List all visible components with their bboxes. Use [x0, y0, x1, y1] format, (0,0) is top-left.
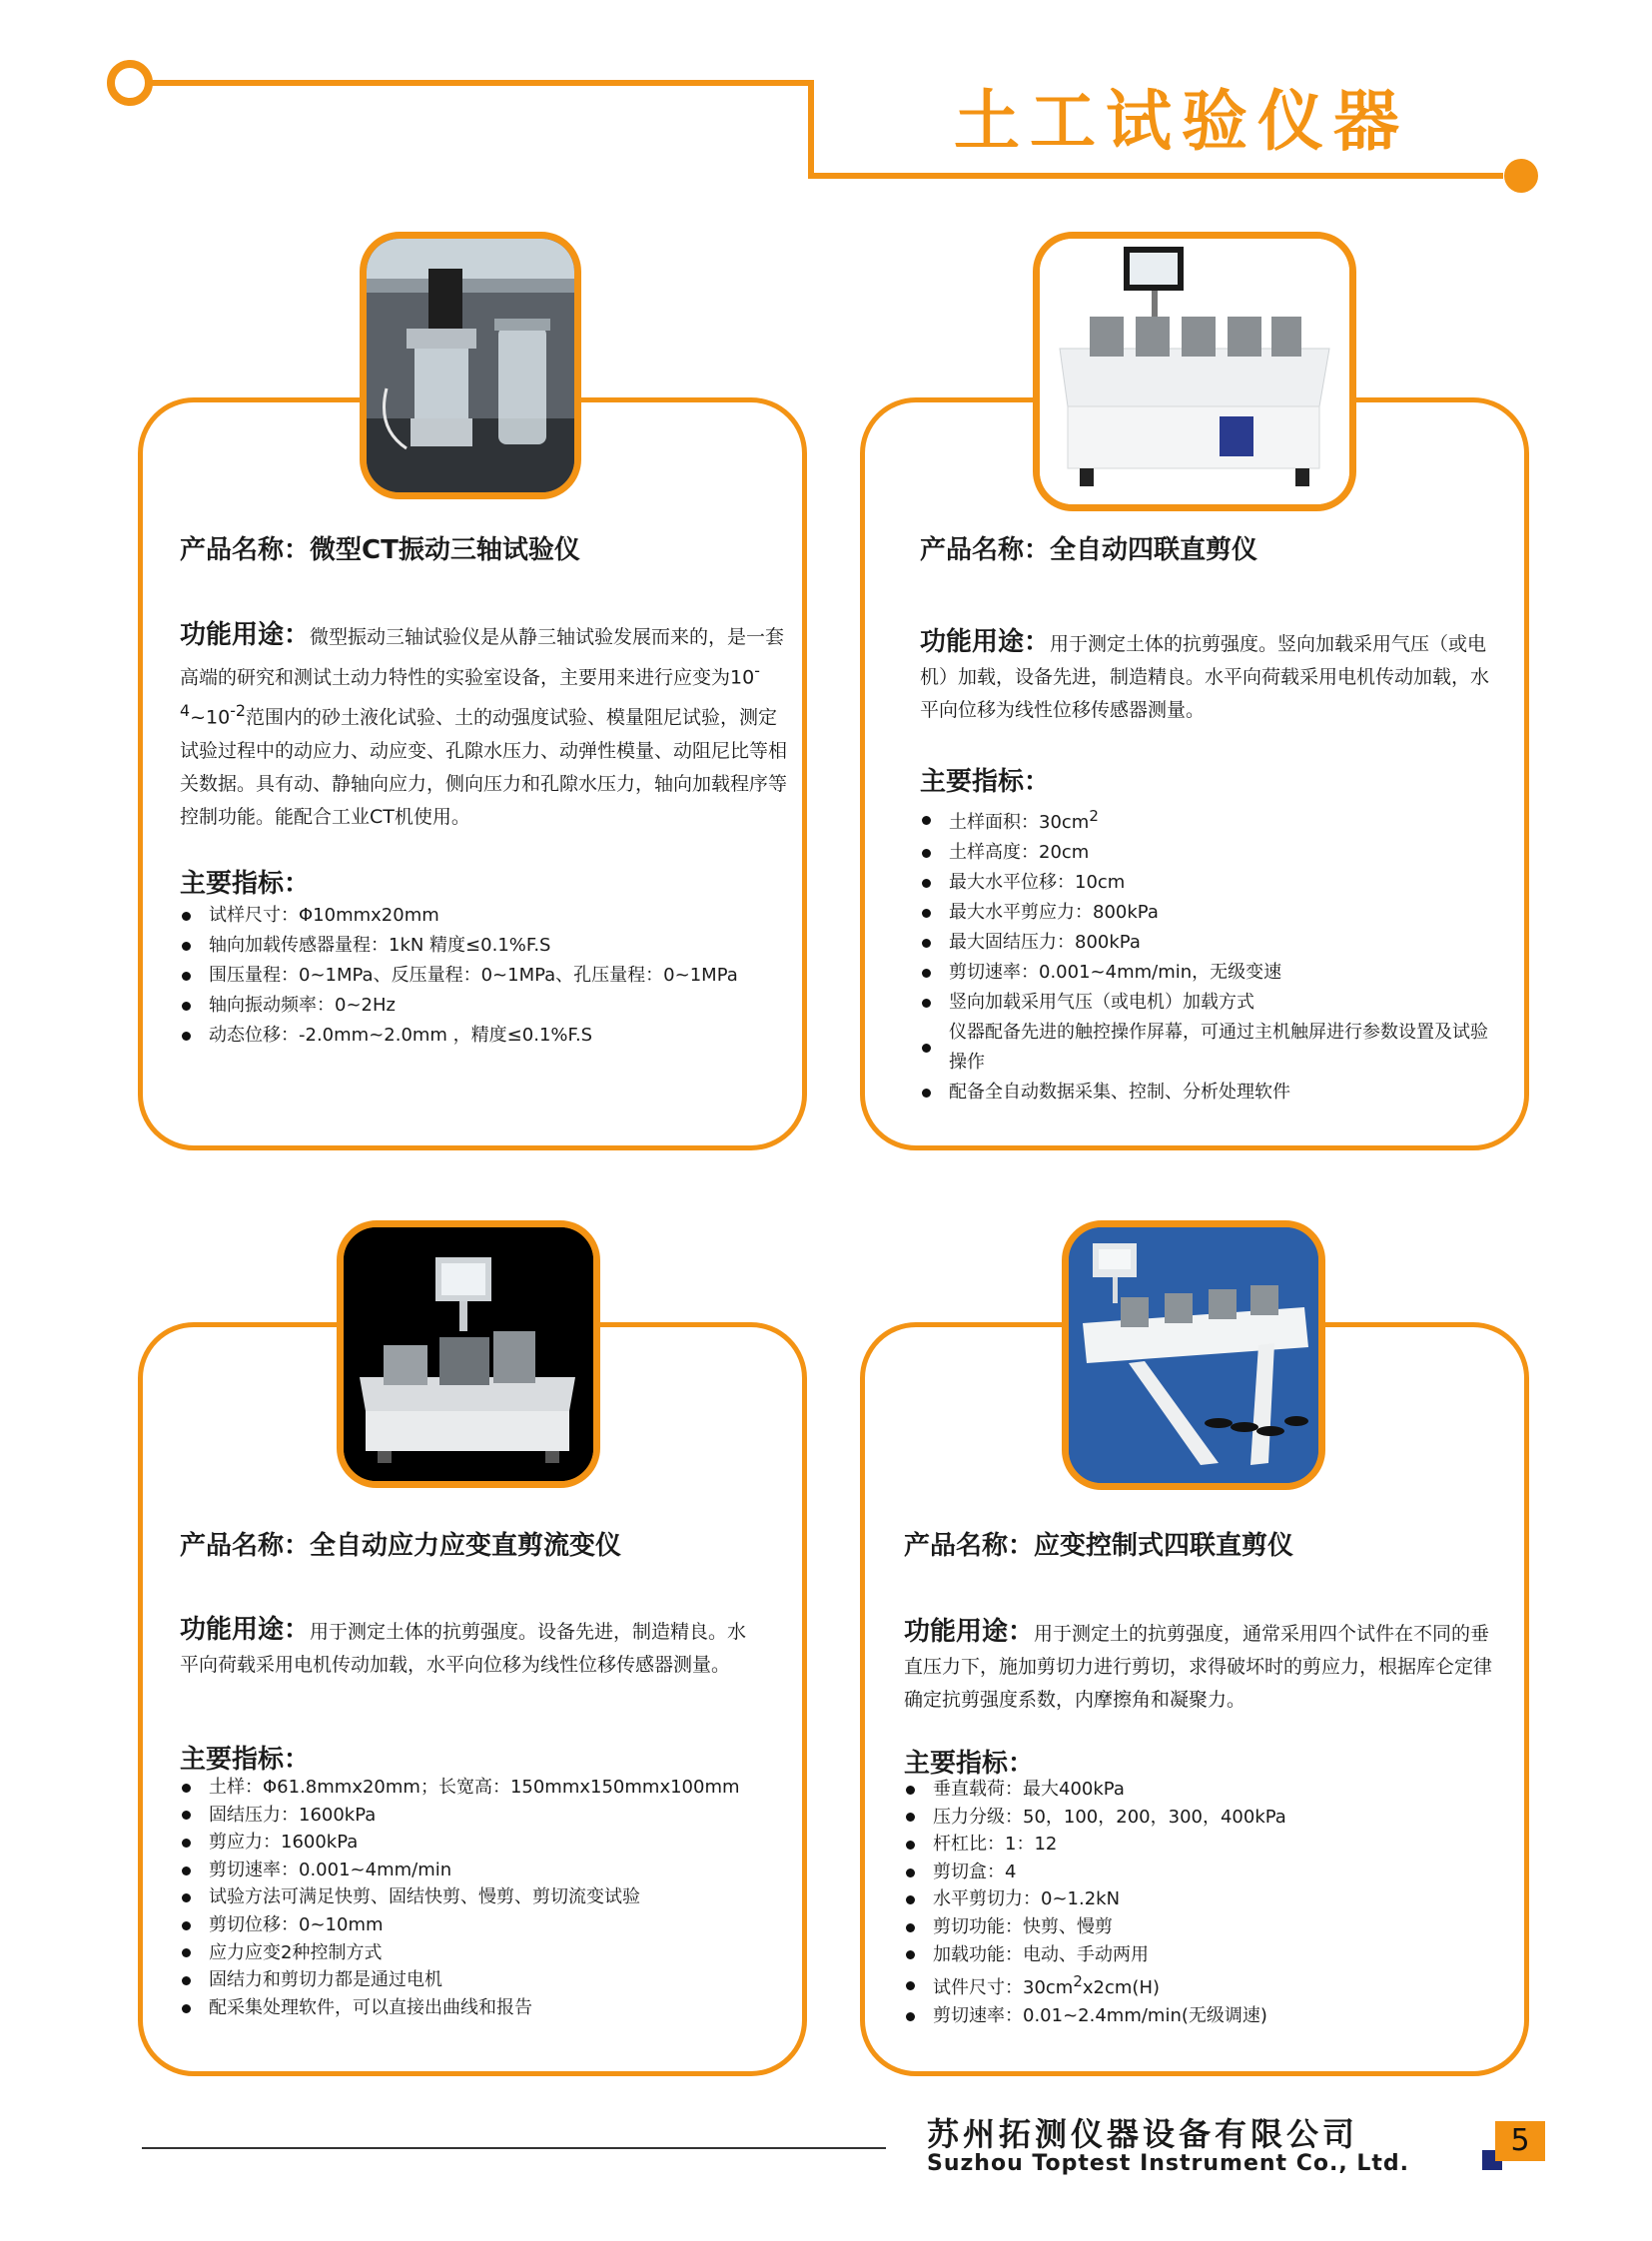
header-ring: [111, 64, 149, 102]
spec-item: 试样尺寸：Φ10mmx20mm: [180, 901, 789, 931]
spec-item: 围压量程：0~1MPa、反压量程：0~1MPa、孔压量程：0~1MPa: [180, 961, 789, 991]
spec-item: 加载功能：电动、手动两用: [904, 1941, 1503, 1969]
spec-item: 水平剪切力：0~1.2kN: [904, 1885, 1503, 1913]
spec-item: 最大固结压力：800kPa: [920, 928, 1504, 958]
spec-list-3: [180, 1774, 779, 2021]
spec-item: 仪器配备先进的触控操作屏幕，可通过主机触屏进行参数设置及试验操作: [920, 1018, 1504, 1078]
spec-item: 剪应力：1600kPa: [180, 1829, 779, 1857]
spec-item: 剪切盒：4: [904, 1859, 1503, 1886]
spec-item: 固结压力：1600kPa: [180, 1802, 779, 1830]
specs-title-1: 主要指标：: [180, 869, 311, 899]
footer-rule: [142, 2147, 886, 2149]
page-number: 5: [1495, 2121, 1545, 2161]
spec-item: 配采集处理软件，可以直接出曲线和报告: [180, 1994, 779, 2022]
spec-item: 杆杠比：1：12: [904, 1831, 1503, 1859]
product-name-4: 产品名称：应变控制式四联直剪仪: [904, 1531, 1294, 1561]
product-function-3: 功能用途：用于测定土体的抗剪强度。设备先进，制造精良。水平向荷载采用电机传动加载，水平向位移为线性位移传感器测量。: [180, 1615, 747, 1676]
direct-shear-apparatus-image: [1040, 239, 1349, 504]
spec-item: 剪切位移：0~10mm: [180, 1911, 779, 1939]
function-label: 功能用途：: [180, 620, 311, 650]
spec-item: 试验方法可满足快剪、固结快剪、慢剪、剪切流变试验: [180, 1883, 779, 1911]
spec-list-4: [904, 1776, 1503, 2029]
product-function-4: 功能用途：用于测定土的抗剪强度，通常采用四个试件在不同的垂直压力下，施加剪切力进行剪切，求得破坏时的剪应力，根据库仑定律确定抗剪强度系数，内摩擦角和凝聚力。: [904, 1617, 1493, 1711]
specs-title-2: 主要指标：: [920, 767, 1051, 797]
spec-item: 剪切功能：快剪、慢剪: [904, 1913, 1503, 1941]
spec-item: 土样面积：$30cm^2$: [920, 801, 1504, 838]
specs-title-4: 主要指标：: [904, 1749, 1035, 1779]
spec-item: 动态位移：-2.0mm~2.0mm ，精度≤0.1%F.S: [180, 1021, 789, 1051]
spec-item: 试件尺寸：$30cm^2x2cm(H)$: [904, 1968, 1503, 2002]
product-name-1: 产品名称：微型CT振动三轴试验仪: [180, 535, 580, 565]
function-label: 功能用途：: [180, 1615, 311, 1645]
spec-item: 最大水平剪应力：800kPa: [920, 898, 1504, 928]
product-photo-2: [1033, 232, 1356, 511]
company-name-en: Suzhou Toptest Instrument Co., Ltd.: [927, 2151, 1409, 2176]
header-dot: [1504, 159, 1538, 193]
spec-item: 配备全自动数据采集、控制、分析处理软件: [920, 1078, 1504, 1108]
triaxial-apparatus-image: [367, 239, 574, 492]
product-photo-1: [360, 232, 581, 499]
spec-item: 剪切速率：0.001~4mm/min，无级变速: [920, 958, 1504, 988]
page-title: 土工试验仪器: [954, 83, 1409, 160]
rheometer-image: [344, 1227, 593, 1481]
spec-item: 最大水平位移：10cm: [920, 868, 1504, 898]
specs-title-3: 主要指标：: [180, 1745, 311, 1775]
product-function-2: 功能用途：用于测定土体的抗剪强度。竖向加载采用气压（或电机）加载，设备先进，制造精良。水平向荷载采用电机传动加载，水平向位移为线性位移传感器测量。: [920, 627, 1490, 721]
spec-item: 剪切速率：0.01~2.4mm/min(无级调速): [904, 2002, 1503, 2030]
spec-item: 土样高度：20cm: [920, 838, 1504, 868]
spec-item: 轴向加载传感器量程：1kN 精度≤0.1%F.S: [180, 931, 789, 961]
spec-item: 轴向振动频率：0~2Hz: [180, 991, 789, 1021]
company-name-cn: 苏州拓测仪器设备有限公司: [927, 2115, 1359, 2153]
product-photo-4: [1062, 1220, 1325, 1490]
function-label: 功能用途：: [920, 627, 1051, 657]
spec-item: 应力应变2种控制方式: [180, 1939, 779, 1967]
strain-shear-apparatus-image: [1069, 1227, 1318, 1483]
spec-item: 压力分级：50，100，200，300，400kPa: [904, 1804, 1503, 1832]
spec-list-1: [180, 901, 789, 1051]
function-label: 功能用途：: [904, 1617, 1035, 1647]
product-photo-3: [337, 1220, 600, 1488]
product-function-1: 功能用途：微型振动三轴试验仪是从静三轴试验发展而来的，是一套高端的研究和测试土动力特性的实验室设备，主要用来进行应变为$10^{-4}\sim 10^{-2}$范围内的砂土液化试验、土的动强度试验、模量阻尼试验，测定试验过程中的动应力、动应变、孔隙水压力、动弹性模量、动阻尼比等相关数据。具有动、静轴向应力，侧向压力和孔隙水压力，轴向加载程序等控制功能。能配合工业CT机使用。: [180, 620, 788, 828]
spec-item: 固结力和剪切力都是通过电机: [180, 1966, 779, 1994]
spec-item: 竖向加载采用气压（或电机）加载方式: [920, 988, 1504, 1018]
spec-item: 垂直载荷：最大400kPa: [904, 1776, 1503, 1804]
spec-list-2: [920, 801, 1504, 1108]
spec-item: 土样：Φ61.8mmx20mm；长宽高：150mmx150mmx100mm: [180, 1774, 779, 1802]
product-name-2: 产品名称：全自动四联直剪仪: [920, 535, 1258, 565]
product-name-3: 产品名称：全自动应力应变直剪流变仪: [180, 1531, 622, 1561]
spec-item: 剪切速率：0.001~4mm/min: [180, 1857, 779, 1884]
